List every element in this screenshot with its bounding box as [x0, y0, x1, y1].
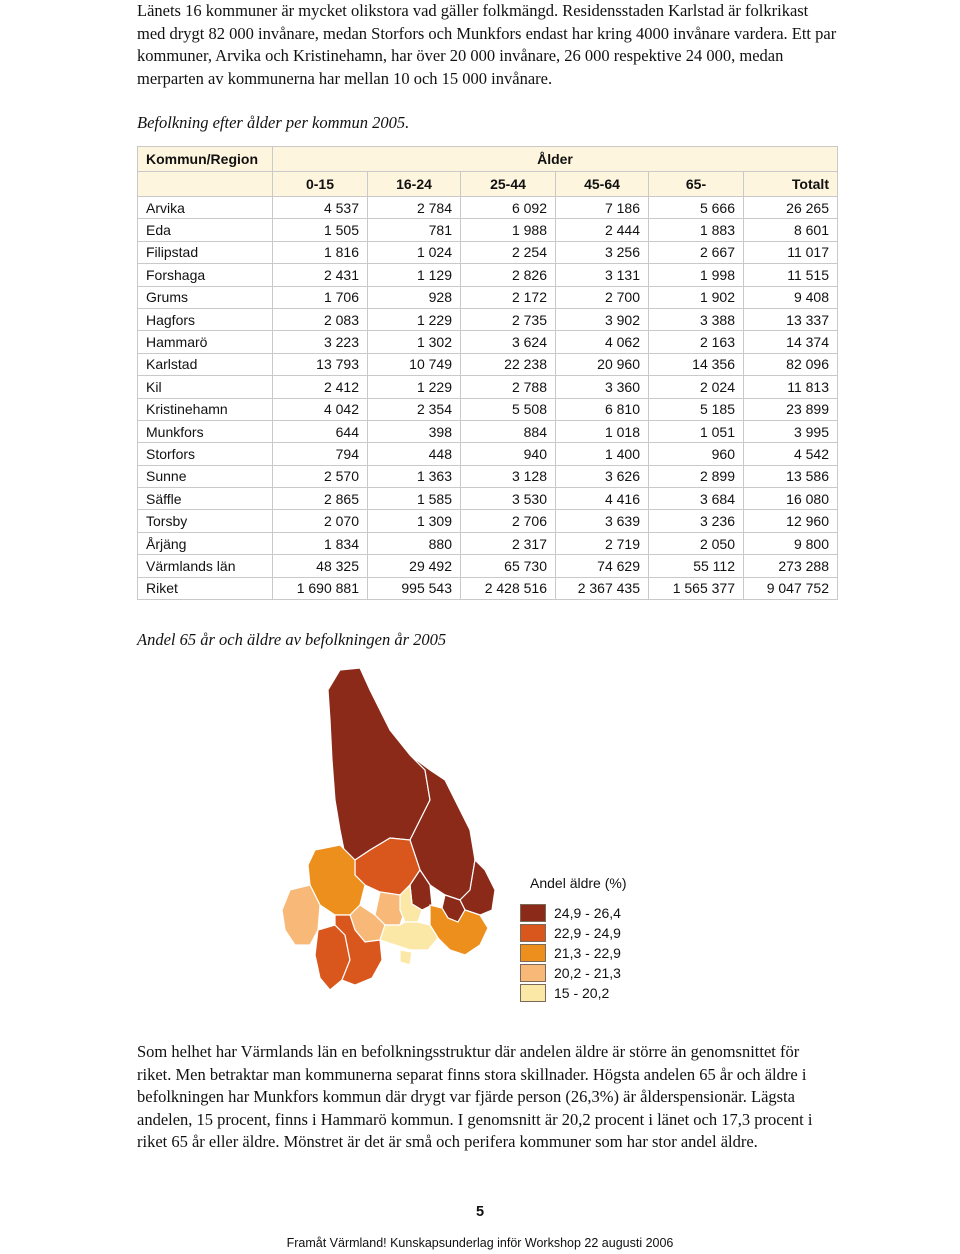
- region-name-cell: Hammarö: [138, 331, 273, 353]
- legend-swatch: [520, 944, 546, 962]
- value-cell: 1 309: [368, 510, 461, 532]
- varmland-map: [260, 660, 510, 1020]
- value-cell: 9 800: [744, 532, 838, 554]
- region-name-cell: Eda: [138, 219, 273, 241]
- value-cell: 11 813: [744, 376, 838, 398]
- legend-swatch: [520, 904, 546, 922]
- value-cell: 2 070: [273, 510, 368, 532]
- closing-paragraph: Som helhet har Värmlands län en befolkningsstruktur där andelen äldre är större än genomsnittet för riket. Men betraktar man kommunerna separat finns stora skillnader. Högsta andelen 65 år och äldre i befolkningen har Munkfors kommun där drygt var fjärde person (26,3%) är ålderspensionär. Lägsta andelen, 15 procent, finns i Hammarö kommun. I genomsnitt är 20,2 procent i länet och 17,3 procent i riket 65 år eller äldre. Mönstret är det är små och perifera kommuner som har stor andel äldre.: [137, 1042, 813, 1152]
- value-cell: 8 601: [744, 219, 838, 241]
- map-caption: Andel 65 år och äldre av befolkningen år 2005: [137, 630, 447, 649]
- value-cell: 16 080: [744, 488, 838, 510]
- column-header: 65-: [649, 172, 744, 197]
- value-cell: 55 112: [649, 555, 744, 577]
- column-header: 0-15: [273, 172, 368, 197]
- value-cell: 1 363: [368, 465, 461, 487]
- table-row: [138, 465, 838, 487]
- value-cell: 1 302: [368, 331, 461, 353]
- region-name-cell: Kristinehamn: [138, 398, 273, 420]
- legend-item: [520, 963, 650, 982]
- value-cell: 2 431: [273, 264, 368, 286]
- value-cell: 2 700: [556, 286, 649, 308]
- value-cell: 3 388: [649, 308, 744, 330]
- value-cell: 11 515: [744, 264, 838, 286]
- value-cell: 6 092: [461, 197, 556, 219]
- value-cell: 2 050: [649, 532, 744, 554]
- value-cell: 5 185: [649, 398, 744, 420]
- value-cell: 23 899: [744, 398, 838, 420]
- value-cell: 2 899: [649, 465, 744, 487]
- region-eda: [282, 885, 320, 945]
- value-cell: 4 416: [556, 488, 649, 510]
- value-cell: 1 585: [368, 488, 461, 510]
- region-name-cell: Munkfors: [138, 420, 273, 442]
- value-cell: 3 131: [556, 264, 649, 286]
- value-cell: 2 667: [649, 241, 744, 263]
- value-cell: 7 186: [556, 197, 649, 219]
- value-cell: 781: [368, 219, 461, 241]
- value-cell: 82 096: [744, 353, 838, 375]
- value-cell: 2 706: [461, 510, 556, 532]
- value-cell: 3 624: [461, 331, 556, 353]
- value-cell: 3 684: [649, 488, 744, 510]
- column-header: 45-64: [556, 172, 649, 197]
- table-row: [138, 219, 838, 241]
- value-cell: 14 374: [744, 331, 838, 353]
- table-row: [138, 532, 838, 554]
- value-cell: 5 666: [649, 197, 744, 219]
- value-cell: 273 288: [744, 555, 838, 577]
- table-row: [138, 308, 838, 330]
- value-cell: 2 172: [461, 286, 556, 308]
- region-name-cell: Grums: [138, 286, 273, 308]
- value-cell: 4 537: [273, 197, 368, 219]
- age-group-header: Ålder: [273, 147, 838, 172]
- table-row: [138, 443, 838, 465]
- value-cell: 2 354: [368, 398, 461, 420]
- table-row: [138, 420, 838, 442]
- value-cell: 3 128: [461, 465, 556, 487]
- value-cell: 12 960: [744, 510, 838, 532]
- region-name-cell: Storfors: [138, 443, 273, 465]
- value-cell: 4 042: [273, 398, 368, 420]
- value-cell: 1 018: [556, 420, 649, 442]
- value-cell: 1 690 881: [273, 577, 368, 599]
- value-cell: 2 254: [461, 241, 556, 263]
- region-name-cell: Torsby: [138, 510, 273, 532]
- region-name-cell: Årjäng: [138, 532, 273, 554]
- value-cell: 2 719: [556, 532, 649, 554]
- value-cell: 13 337: [744, 308, 838, 330]
- value-cell: 4 542: [744, 443, 838, 465]
- value-cell: 20 960: [556, 353, 649, 375]
- region-name-cell: Värmlands län: [138, 555, 273, 577]
- page-number: 5: [475, 1204, 485, 1220]
- value-cell: 1 988: [461, 219, 556, 241]
- value-cell: 2 367 435: [556, 577, 649, 599]
- value-cell: 1 706: [273, 286, 368, 308]
- value-cell: 2 735: [461, 308, 556, 330]
- value-cell: 1 998: [649, 264, 744, 286]
- value-cell: 2 412: [273, 376, 368, 398]
- value-cell: 2 788: [461, 376, 556, 398]
- value-cell: 3 902: [556, 308, 649, 330]
- table-row: [138, 577, 838, 599]
- value-cell: 884: [461, 420, 556, 442]
- value-cell: 3 236: [649, 510, 744, 532]
- value-cell: 2 784: [368, 197, 461, 219]
- region-name-cell: Kil: [138, 376, 273, 398]
- value-cell: 644: [273, 420, 368, 442]
- value-cell: 1 024: [368, 241, 461, 263]
- value-cell: 4 062: [556, 331, 649, 353]
- value-cell: 1 902: [649, 286, 744, 308]
- value-cell: 9 047 752: [744, 577, 838, 599]
- value-cell: 22 238: [461, 353, 556, 375]
- value-cell: 3 639: [556, 510, 649, 532]
- value-cell: 1 229: [368, 376, 461, 398]
- value-cell: 5 508: [461, 398, 556, 420]
- value-cell: 1 229: [368, 308, 461, 330]
- table-row: [138, 510, 838, 532]
- value-cell: 2 024: [649, 376, 744, 398]
- value-cell: 2 570: [273, 465, 368, 487]
- value-cell: 65 730: [461, 555, 556, 577]
- table-row: [138, 241, 838, 263]
- region-name-cell: Riket: [138, 577, 273, 599]
- region-name-cell: Sunne: [138, 465, 273, 487]
- value-cell: 1 565 377: [649, 577, 744, 599]
- value-cell: 74 629: [556, 555, 649, 577]
- region-name-cell: Filipstad: [138, 241, 273, 263]
- column-header: 16-24: [368, 172, 461, 197]
- intro-paragraph: Länets 16 kommuner är mycket olikstora vad gäller folkmängd. Residensstaden Karlstad är folkrikast med drygt 82 000 invånare, medan Storfors och Munkfors endast har kring 4000 invånare vardera. Ett par kommuner, Arvika och Kristinehamn, har över 20 000 invånare, 26 000 respektive 24 000, medan merparten av kommunerna har mellan 10 och 15 000 invånare.: [137, 1, 837, 88]
- value-cell: 3 626: [556, 465, 649, 487]
- value-cell: 3 530: [461, 488, 556, 510]
- value-cell: 9 408: [744, 286, 838, 308]
- legend-label: 15 - 20,2: [554, 984, 610, 1001]
- value-cell: 2 826: [461, 264, 556, 286]
- region-name-cell: Forshaga: [138, 264, 273, 286]
- value-cell: 2 163: [649, 331, 744, 353]
- value-cell: 1 400: [556, 443, 649, 465]
- legend-swatch: [520, 924, 546, 942]
- value-cell: 398: [368, 420, 461, 442]
- table-row: [138, 555, 838, 577]
- value-cell: 29 492: [368, 555, 461, 577]
- region-column-header: Kommun/Region: [138, 147, 273, 172]
- value-cell: 3 223: [273, 331, 368, 353]
- table-row: [138, 264, 838, 286]
- legend-item: [520, 923, 650, 942]
- legend-title: Andel äldre (%): [530, 875, 627, 891]
- value-cell: 1 505: [273, 219, 368, 241]
- value-cell: 10 749: [368, 353, 461, 375]
- map-legend: [520, 875, 650, 1003]
- region-name-cell: Hagfors: [138, 308, 273, 330]
- table-row: [138, 331, 838, 353]
- region-name-cell: Säffle: [138, 488, 273, 510]
- value-cell: 26 265: [744, 197, 838, 219]
- value-cell: 48 325: [273, 555, 368, 577]
- value-cell: 2 428 516: [461, 577, 556, 599]
- region-name-cell: Karlstad: [138, 353, 273, 375]
- table-row: [138, 376, 838, 398]
- table-row: [138, 197, 838, 219]
- legend-item: [520, 983, 650, 1002]
- value-cell: 928: [368, 286, 461, 308]
- table-row: [138, 488, 838, 510]
- population-table-body: [138, 147, 838, 600]
- legend-label: 24,9 - 26,4: [554, 904, 621, 921]
- age-column-header-row: [138, 172, 838, 197]
- value-cell: 3 995: [744, 420, 838, 442]
- population-table: [137, 146, 838, 600]
- legend-label: 22,9 - 24,9: [554, 924, 621, 941]
- table-header-row: [138, 147, 838, 172]
- value-cell: 448: [368, 443, 461, 465]
- table-row: [138, 353, 838, 375]
- value-cell: 794: [273, 443, 368, 465]
- table-row: [138, 398, 838, 420]
- value-cell: 2 444: [556, 219, 649, 241]
- column-header: 25-44: [461, 172, 556, 197]
- value-cell: 940: [461, 443, 556, 465]
- table-row: [138, 286, 838, 308]
- page-footer: Framåt Värmland! Kunskapsunderlag inför Workshop 22 augusti 2006: [286, 1236, 674, 1250]
- value-cell: 1 834: [273, 532, 368, 554]
- value-cell: 995 543: [368, 577, 461, 599]
- value-cell: 13 586: [744, 465, 838, 487]
- value-cell: 13 793: [273, 353, 368, 375]
- value-cell: 1 883: [649, 219, 744, 241]
- value-cell: 1 051: [649, 420, 744, 442]
- value-cell: 1 129: [368, 264, 461, 286]
- value-cell: 11 017: [744, 241, 838, 263]
- value-cell: 2 317: [461, 532, 556, 554]
- region-karlstad: [380, 922, 438, 950]
- table-caption: Befolkning efter ålder per kommun 2005.: [137, 113, 410, 132]
- value-cell: 880: [368, 532, 461, 554]
- value-cell: 3 256: [556, 241, 649, 263]
- legend-label: 20,2 - 21,3: [554, 964, 621, 981]
- legend-swatch: [520, 964, 546, 982]
- value-cell: 6 810: [556, 398, 649, 420]
- value-cell: 2 083: [273, 308, 368, 330]
- value-cell: 1 816: [273, 241, 368, 263]
- region-hammaro: [400, 950, 412, 965]
- legend-item: [520, 943, 650, 962]
- region-name-cell: Arvika: [138, 197, 273, 219]
- legend-swatch: [520, 984, 546, 1002]
- value-cell: 960: [649, 443, 744, 465]
- column-header: Totalt: [744, 172, 838, 197]
- legend-item: [520, 903, 650, 922]
- blank-header-cell: [138, 172, 273, 197]
- value-cell: 2 865: [273, 488, 368, 510]
- value-cell: 14 356: [649, 353, 744, 375]
- value-cell: 3 360: [556, 376, 649, 398]
- legend-label: 21,3 - 22,9: [554, 944, 621, 961]
